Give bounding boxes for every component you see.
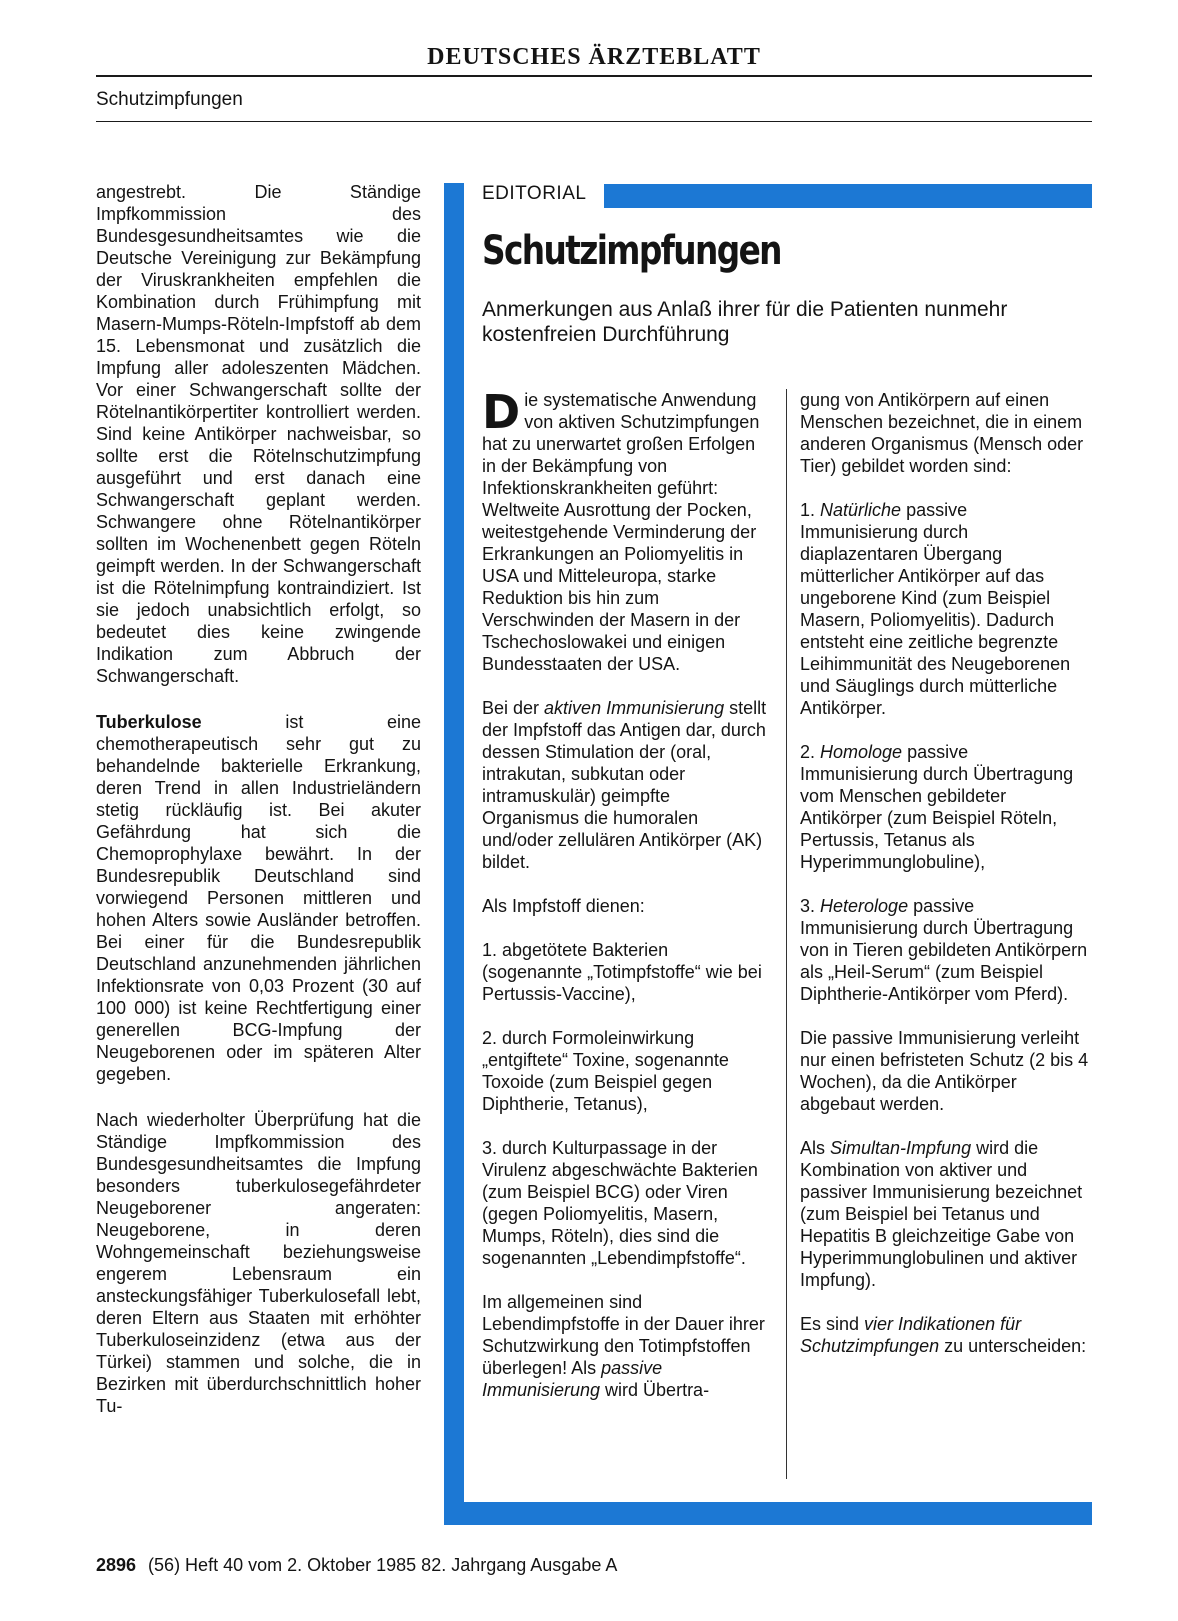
editorial-paragraph-2	[482, 697, 772, 873]
text-run: zu unterscheiden:	[939, 1336, 1087, 1356]
text-run: wird die Kombination von aktiver und passiver Immunisierung bezeichnet (zum Beispiel bei Tetanus und Hepatitis B gleichzeitige Gabe von Hyperimmunglobulinen und aktiver Impfung).	[800, 1138, 1083, 1290]
editorial-paragraph-9	[800, 499, 1090, 719]
editorial-column-1	[482, 385, 772, 1423]
editorial-title: Schutzimpfungen	[482, 228, 781, 274]
editorial-paragraph-7	[482, 1291, 772, 1401]
text-run: passive Immunisierung durch Übertragung von in Tieren gebildeten Antikörpern als „Heil-Serum“ (zum Beispiel Diphtherie-Antikörper vom Pferd).	[800, 896, 1088, 1004]
emphasis: vier Indikationen für Schutzimpfungen	[800, 1314, 1022, 1356]
editorial-paragraph-6: 3. durch Kulturpassage in der Virulenz abgeschwächte Bakterien (zum Beispiel BCG) oder Viren (gegen Poliomyelitis, Masern, Mumps, Röteln), dies sind die sogenannten „Lebendimpfstoffe“.	[482, 1138, 758, 1268]
editorial-column-2	[800, 389, 1090, 1379]
list-number: 2.	[800, 742, 821, 762]
text-run: Bei der	[482, 698, 545, 718]
emphasis: Homologe	[820, 742, 903, 762]
text-run: Als	[800, 1138, 831, 1158]
text-run: stellt der Impfstoff das Antigen dar, durch dessen Stimulation der (oral, intrakutan, subkutan oder intramuskulär) geimpfte Organismus die humoralen und/oder zellulären Antikörper (AK) bildet.	[482, 698, 767, 872]
editorial-label: EDITORIAL	[482, 183, 587, 204]
left-paragraph-3: Nach wiederholter Überprüfung hat die Ständige Impfkommission des Bundesgesundheitsamtes die Impfung besonders tuberkulosegefährdeter Neugeborener angeraten: Neugeborene, in deren Wohngemeinschaft beziehungsweise engerem Lebensraum ein ansteckungsfähiger Tuberkulosefall lebt, deren Eltern aus Staaten mit erhöhter Tuberkuloseinzidenz (etwa aus der Türkei) stammen und solche, die in Bezirken mit überdurchschnittlich hoher Tu-	[96, 1110, 421, 1416]
editorial-frame-left	[444, 183, 464, 1525]
editorial-paragraph-10	[800, 741, 1090, 873]
page-footer	[96, 1555, 617, 1576]
editorial-paragraph-1-text: ie systematische Anwendung von aktiven Schutzimpfungen hat zu unerwartet großen Erfolgen in der Bekämpfung von Infektionskrankheiten geführt: Weltweite Ausrottung der Pocken, weitestgehende Verminderung der Erkrankungen an Poliomyelitis in USA und Mitteleuropa, starke Reduktion bis hin zum Verschwinden der Masern in der Tschechoslowakei und einigen Bundesstaaten der USA.	[482, 390, 760, 674]
emphasis: Simultan-Impfung	[830, 1138, 972, 1158]
emphasis: aktiven Immunisierung	[544, 698, 725, 718]
drop-cap: D	[482, 385, 521, 439]
list-number: 3.	[800, 896, 821, 916]
editorial-paragraph-3: Als Impfstoff dienen:	[482, 896, 645, 916]
text-run: wird Übertra-	[600, 1380, 710, 1400]
editorial-paragraph-11	[800, 895, 1090, 1005]
editorial-paragraph-4: 1. abgetötete Bakterien (sogenannte „Totimpfstoffe“ wie bei Pertussis-Vaccine),	[482, 940, 762, 1004]
masthead-rule	[96, 75, 1092, 77]
section-label: Schutzimpfungen	[96, 89, 243, 110]
editorial-paragraph-8: gung von Antikörpern auf einen Menschen bezeichnet, die in einem anderen Organismus (Mensch oder Tier) gebildet worden sind:	[800, 390, 1084, 476]
editorial-header-bar	[604, 184, 1092, 208]
column-divider	[786, 389, 787, 1479]
masthead: DEUTSCHES ÄRZTEBLATT	[427, 44, 761, 70]
editorial-paragraph-13	[800, 1137, 1090, 1291]
text-run: Im allgemeinen sind Lebendimpfstoffe in der Dauer ihrer Schutzwirkung den Totimpfstoffen überlegen! Als	[482, 1292, 765, 1378]
text-run: Es sind	[800, 1314, 865, 1334]
footer-issue-info: (56) Heft 40 vom 2. Oktober 1985 82. Jahrgang Ausgabe A	[148, 1555, 618, 1575]
editorial-frame-bottom	[444, 1502, 1092, 1525]
left-paragraph-2-text: ist eine chemotherapeutisch sehr gut zu behandelnde bakterielle Erkrankung, deren Trend in allen Industrieländern stetig rückläufig ist. Bei akuter Gefährdung hat sich die Chemoprophylaxe bewährt. In der Bundesrepublik Deutschland sind vorwiegend Personen mittleren und hohen Alters sowie Ausländer betroffen. Bei einer für die Bundesrepublik Deutschland anzunehmenden jährlichen Infektionsrate von 0,03 Prozent (30 auf 100 000) ist keine Rechtfertigung einer generellen BCG-Impfung der Neugeborenen oder im späteren Alter gegeben.	[96, 712, 421, 1084]
editorial-paragraph-12: Die passive Immunisierung verleiht nur einen befristeten Schutz (2 bis 4 Wochen), da die Antikörper abgebaut werden.	[800, 1028, 1089, 1114]
emphasis: Natürliche	[820, 500, 902, 520]
text-run: passive Immunisierung durch diaplazentaren Übergang mütterlicher Antikörper auf das ungeborene Kind (zum Beispiel Masern, Poliomyelitis). Dadurch entsteht eine zeitliche begrenzte Leihimmunität des Neugeborenen und Säuglings durch mütterliche Antikörper.	[800, 500, 1071, 718]
text-run: passive Immunisierung durch Übertragung vom Menschen gebildeter Antikörper (zum Beispiel Röteln, Pertussis, Tetanus als Hyperimmunglobuline),	[800, 742, 1074, 872]
page-number: 2896	[96, 1555, 137, 1575]
section-rule	[96, 121, 1092, 122]
list-number: 1.	[800, 500, 821, 520]
emphasis: passive Immunisierung	[482, 1358, 663, 1400]
editorial-paragraph-14	[800, 1313, 1090, 1357]
left-column	[96, 181, 421, 1441]
left-paragraph-2	[96, 711, 421, 1085]
emphasis: Heterologe	[820, 896, 909, 916]
editorial-paragraph-1	[482, 385, 772, 675]
tuberkulose-heading: Tuberkulose	[96, 712, 202, 732]
editorial-paragraph-5: 2. durch Formoleinwirkung „entgiftete“ Toxine, sogenannte Toxoide (zum Beispiel gegen Diphtherie, Tetanus),	[482, 1028, 729, 1114]
editorial-subtitle: Anmerkungen aus Anlaß ihrer für die Patienten nunmehr kostenfreien Durchführung	[482, 298, 1008, 346]
left-paragraph-1: angestrebt. Die Ständige Impfkommission des Bundesgesundheitsamtes wie die Deutsche Vereinigung zur Bekämpfung der Viruskrankheiten empfehlen die Kombination durch Frühimpfung mit Masern-Mumps-Röteln-Impfstoff ab dem 15. Lebensmonat und zusätzlich die Impfung aller adoleszenten Mädchen. Vor einer Schwangerschaft sollte der Rötelnantikörpertiter kontrolliert werden. Sind keine Antikörper nachweisbar, so sollte erst die Rötelnschutzimpfung ausgeführt und erst danach eine Schwangerschaft geplant werden. Schwangere ohne Rötelnantikörper sollten im Wochenenbett gegen Röteln geimpft werden. In der Schwangerschaft ist die Rötelnimpfung kontraindiziert. Ist sie jedoch unabsichtlich erfolgt, so bedeutet dies keine zwingende Indikation zum Abbruch der Schwangerschaft.	[96, 182, 421, 686]
